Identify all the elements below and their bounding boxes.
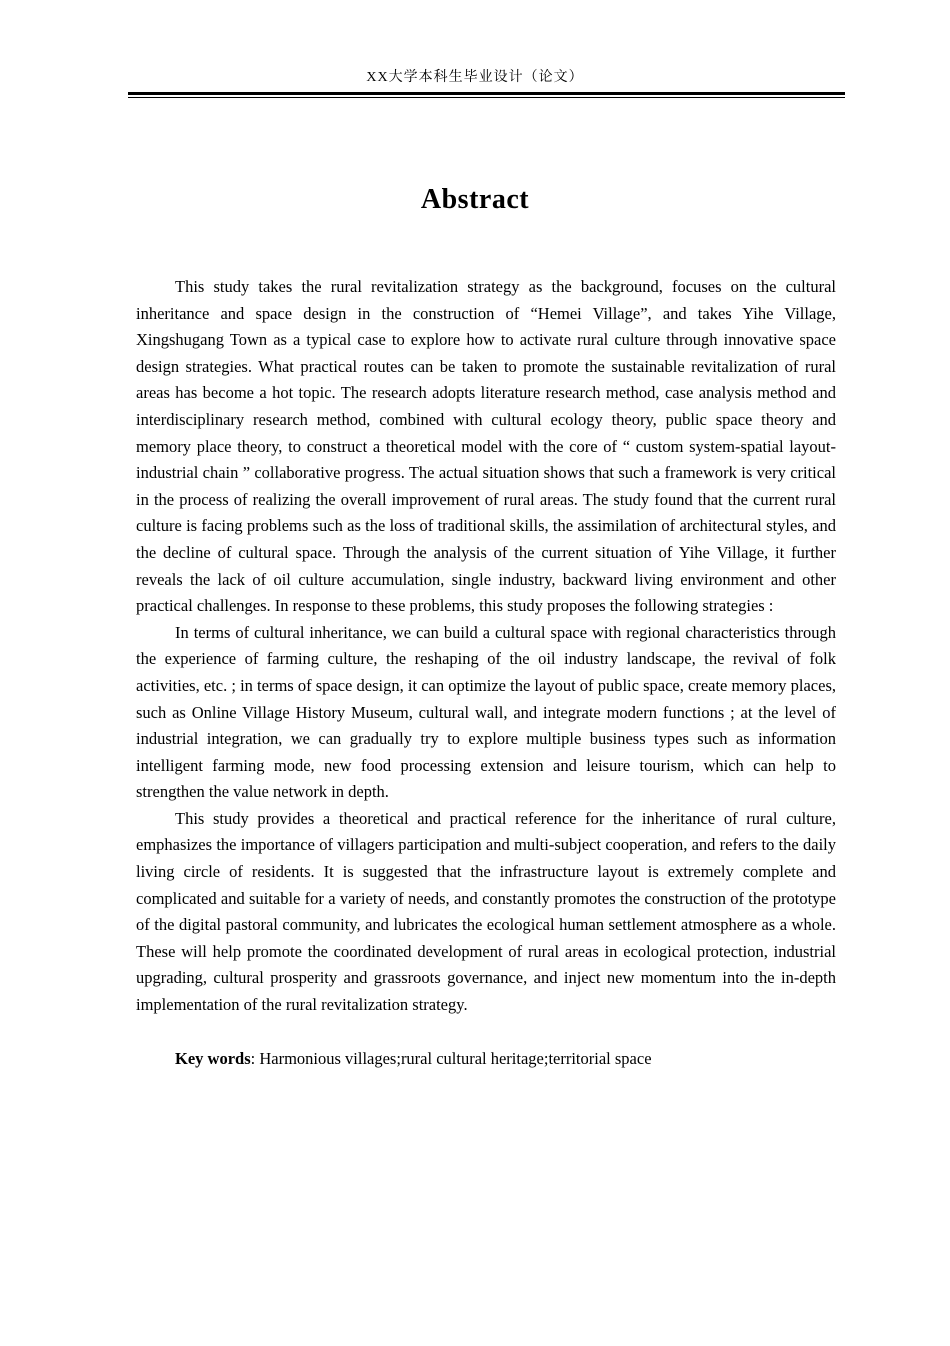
header-rule-thick-line — [128, 92, 845, 95]
abstract-paragraph-1: This study takes the rural revitalization strategy as the background, focuses on the cultural inheritance and space design in the construction of “Hemei Village”, and takes Yihe Village, Xingshugang Town as a typical case to explore how to activate rural culture through innovative space design strategies. What practical routes can be taken to promote the sustainable revitalization of rural areas has become a hot topic. The research adopts literature research method, case analysis method and interdisciplinary research method, combined with cultural ecology theory, public space theory and memory place theory, to construct a theoretical model with the core of “ custom system-spatial layout-industrial chain ” collaborative progress. The actual situation shows that such a framework is very critical in the process of realizing the overall improvement of rural areas. The study found that the current rural culture is facing problems such as the loss of traditional skills, the assimilation of architectural styles, and the decline of cultural space. Through the analysis of the current situation of Yihe Village, it further reveals the lack of oil culture accumulation, single industry, backward living environment and other practical challenges. In response to these problems, this study proposes the following strategies : — [136, 277, 836, 616]
abstract-title: Abstract — [420, 184, 530, 215]
page-header: XX大学本科生毕业设计（论文） — [366, 70, 584, 85]
header-rule-thin-line — [128, 97, 845, 98]
keywords-label: Key words — [175, 1048, 251, 1068]
abstract-body — [0, 274, 950, 1019]
keywords-value: : Harmonious villages;rural cultural heritage;territorial space — [250, 1048, 652, 1068]
abstract-paragraph-2: In terms of cultural inheritance, we can build a cultural space with regional characteristics through the experience of farming culture, the reshaping of the oil industry landscape, the revival of folk activities, etc. ; in terms of space design, it can optimize the layout of public space, create memory places, such as Online Village History Museum, cultural wall, and integrate modern functions ; at the level of industrial integration, we can gradually try to explore multiple business types such as information intelligent farming mode, new food processing extension and leisure tourism, which can help to strengthen the value network in depth. — [136, 622, 836, 802]
abstract-paragraph-3: This study provides a theoretical and practical reference for the inheritance of rural culture, emphasizes the importance of villagers participation and multi-subject cooperation, and refers to the daily living circle of residents. It is suggested that the infrastructure layout is extremely complete and complicated and suitable for a variety of needs, and constantly promotes the construction of the prototype of the digital pastoral community, and lubricates the ecological human settlement atmosphere as a whole. These will help promote the coordinated development of rural areas in ecological protection, industrial upgrading, cultural prosperity and grassroots governance, and inject new momentum into the in-depth implementation of the rural revitalization strategy. — [136, 808, 836, 1015]
header-rule — [128, 92, 845, 98]
keywords-line — [0, 1019, 950, 1073]
